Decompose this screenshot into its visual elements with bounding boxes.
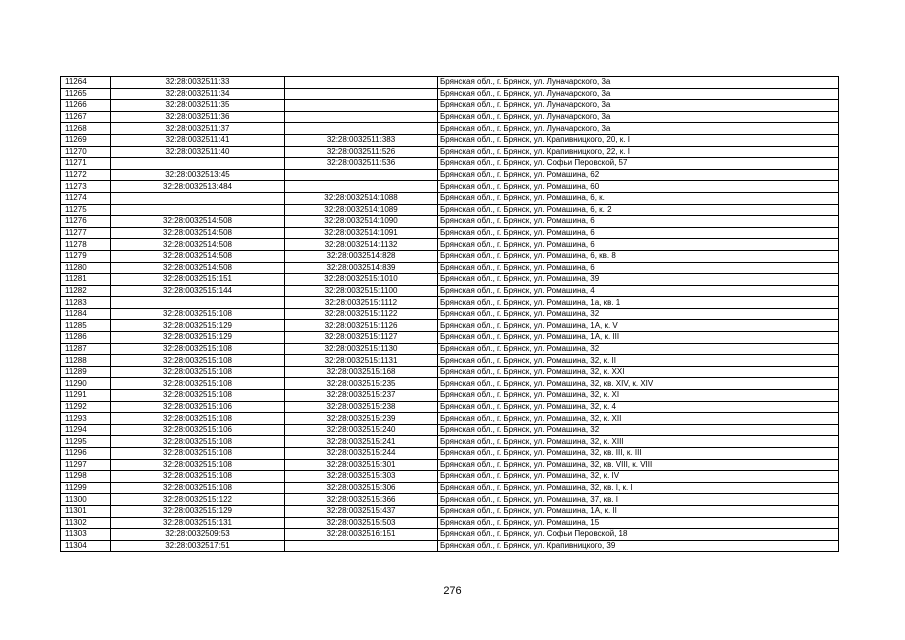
land-cadastral-number-cell: 32:28:0032511:37 <box>111 123 285 135</box>
building-cadastral-number-cell: 32:28:0032515:437 <box>285 505 438 517</box>
address-cell: Брянская обл., г. Брянск, ул. Ромашина, 6, к. <box>438 192 839 204</box>
building-cadastral-number-cell: 32:28:0032515:503 <box>285 517 438 529</box>
row-number-cell: 11289 <box>61 366 111 378</box>
row-number-cell: 11280 <box>61 262 111 274</box>
table-row <box>61 436 839 448</box>
address-cell: Брянская обл., г. Брянск, ул. Ромашина, 39 <box>438 274 839 286</box>
address-cell: Брянская обл., г. Брянск, ул. Ромашина, 6 <box>438 227 839 239</box>
land-cadastral-number-cell: 32:28:0032515:108 <box>111 343 285 355</box>
address-cell: Брянская обл., г. Брянск, ул. Ромашина, 6 <box>438 216 839 228</box>
building-cadastral-number-cell <box>285 181 438 193</box>
table-row <box>61 216 839 228</box>
building-cadastral-number-cell: 32:28:0032515:1130 <box>285 343 438 355</box>
table-row <box>61 239 839 251</box>
address-cell: Брянская обл., г. Брянск, ул. Ромашина, 1А, к. II <box>438 505 839 517</box>
address-cell: Брянская обл., г. Брянск, ул. Ромашина, 32, кв. VIII, к. VIII <box>438 459 839 471</box>
table-row <box>61 308 839 320</box>
table-row <box>61 401 839 413</box>
building-cadastral-number-cell: 32:28:0032515:237 <box>285 390 438 402</box>
land-cadastral-number-cell: 32:28:0032517:51 <box>111 540 285 552</box>
table-row <box>61 181 839 193</box>
address-cell: Брянская обл., г. Брянск, ул. Ромашина, 15 <box>438 517 839 529</box>
land-cadastral-number-cell <box>111 204 285 216</box>
address-cell: Брянская обл., г. Брянск, ул. Ромашина, 1А, к. III <box>438 332 839 344</box>
address-cell: Брянская обл., г. Брянск, ул. Луначарского, 3а <box>438 111 839 123</box>
table-row <box>61 366 839 378</box>
building-cadastral-number-cell: 32:28:0032514:1089 <box>285 204 438 216</box>
table-body <box>61 77 839 552</box>
land-cadastral-number-cell: 32:28:0032515:129 <box>111 320 285 332</box>
land-cadastral-number-cell <box>111 297 285 309</box>
land-cadastral-number-cell: 32:28:0032514:508 <box>111 250 285 262</box>
address-cell: Брянская обл., г. Брянск, ул. Ромашина, 32, кв. III, к. III <box>438 448 839 460</box>
table-row <box>61 482 839 494</box>
building-cadastral-number-cell: 32:28:0032515:168 <box>285 366 438 378</box>
building-cadastral-number-cell: 32:28:0032515:240 <box>285 424 438 436</box>
land-cadastral-number-cell <box>111 192 285 204</box>
building-cadastral-number-cell: 32:28:0032514:1090 <box>285 216 438 228</box>
row-number-cell: 11285 <box>61 320 111 332</box>
row-number-cell: 11273 <box>61 181 111 193</box>
row-number-cell: 11272 <box>61 169 111 181</box>
address-cell: Брянская обл., г. Брянск, ул. Ромашина, 37, кв. I <box>438 494 839 506</box>
building-cadastral-number-cell: 32:28:0032516:151 <box>285 529 438 541</box>
table-row <box>61 77 839 89</box>
table-row <box>61 146 839 158</box>
row-number-cell: 11288 <box>61 355 111 367</box>
row-number-cell: 11304 <box>61 540 111 552</box>
row-number-cell: 11270 <box>61 146 111 158</box>
table-row <box>61 517 839 529</box>
building-cadastral-number-cell: 32:28:0032515:366 <box>285 494 438 506</box>
building-cadastral-number-cell: 32:28:0032515:1010 <box>285 274 438 286</box>
land-cadastral-number-cell: 32:28:0032515:108 <box>111 482 285 494</box>
address-cell: Брянская обл., г. Брянск, ул. Ромашина, 32, к. XI <box>438 390 839 402</box>
row-number-cell: 11301 <box>61 505 111 517</box>
address-cell: Брянская обл., г. Брянск, ул. Ромашина, 32, кв. XIV, к. XIV <box>438 378 839 390</box>
building-cadastral-number-cell: 32:28:0032515:301 <box>285 459 438 471</box>
row-number-cell: 11278 <box>61 239 111 251</box>
land-cadastral-number-cell: 32:28:0032515:129 <box>111 332 285 344</box>
building-cadastral-number-cell: 32:28:0032515:244 <box>285 448 438 460</box>
land-cadastral-number-cell: 32:28:0032514:508 <box>111 216 285 228</box>
address-cell: Брянская обл., г. Брянск, ул. Луначарского, 3а <box>438 77 839 89</box>
building-cadastral-number-cell: 32:28:0032515:1126 <box>285 320 438 332</box>
table-row <box>61 88 839 100</box>
address-cell: Брянская обл., г. Брянск, ул. Крапивницкого, 22, к. I <box>438 146 839 158</box>
table-row <box>61 540 839 552</box>
table-row <box>61 250 839 262</box>
row-number-cell: 11296 <box>61 448 111 460</box>
table-row <box>61 413 839 425</box>
row-number-cell: 11266 <box>61 100 111 112</box>
building-cadastral-number-cell: 32:28:0032515:303 <box>285 471 438 483</box>
row-number-cell: 11298 <box>61 471 111 483</box>
building-cadastral-number-cell: 32:28:0032514:1132 <box>285 239 438 251</box>
building-cadastral-number-cell: 32:28:0032515:306 <box>285 482 438 494</box>
row-number-cell: 11300 <box>61 494 111 506</box>
table-row <box>61 320 839 332</box>
row-number-cell: 11277 <box>61 227 111 239</box>
address-cell: Брянская обл., г. Брянск, ул. Ромашина, 32, к. XXI <box>438 366 839 378</box>
building-cadastral-number-cell: 32:28:0032514:839 <box>285 262 438 274</box>
land-cadastral-number-cell: 32:28:0032509:53 <box>111 529 285 541</box>
address-cell: Брянская обл., г. Брянск, ул. Ромашина, 6 <box>438 239 839 251</box>
table-row <box>61 332 839 344</box>
land-cadastral-number-cell: 32:28:0032515:108 <box>111 448 285 460</box>
land-cadastral-number-cell: 32:28:0032515:129 <box>111 505 285 517</box>
building-cadastral-number-cell: 32:28:0032515:241 <box>285 436 438 448</box>
building-cadastral-number-cell <box>285 123 438 135</box>
building-cadastral-number-cell <box>285 169 438 181</box>
table-row <box>61 274 839 286</box>
table-row <box>61 134 839 146</box>
address-cell: Брянская обл., г. Брянск, ул. Ромашина, 32, к. 4 <box>438 401 839 413</box>
table-row <box>61 158 839 170</box>
address-cell: Брянская обл., г. Брянск, ул. Ромашина, 4 <box>438 285 839 297</box>
building-cadastral-number-cell <box>285 111 438 123</box>
building-cadastral-number-cell: 32:28:0032515:1122 <box>285 308 438 320</box>
land-cadastral-number-cell: 32:28:0032515:108 <box>111 366 285 378</box>
table-row <box>61 505 839 517</box>
page-number: 276 <box>443 585 462 597</box>
table-row <box>61 448 839 460</box>
land-cadastral-number-cell: 32:28:0032511:34 <box>111 88 285 100</box>
table-row <box>61 192 839 204</box>
address-cell: Брянская обл., г. Брянск, ул. Ромашина, 1а, кв. 1 <box>438 297 839 309</box>
building-cadastral-number-cell: 32:28:0032514:1088 <box>285 192 438 204</box>
building-cadastral-number-cell: 32:28:0032514:1091 <box>285 227 438 239</box>
land-cadastral-number-cell: 32:28:0032515:108 <box>111 413 285 425</box>
land-cadastral-number-cell: 32:28:0032515:131 <box>111 517 285 529</box>
row-number-cell: 11264 <box>61 77 111 89</box>
land-cadastral-number-cell: 32:28:0032511:40 <box>111 146 285 158</box>
table-row <box>61 111 839 123</box>
table-row <box>61 100 839 112</box>
building-cadastral-number-cell: 32:28:0032515:1131 <box>285 355 438 367</box>
address-cell: Брянская обл., г. Брянск, ул. Ромашина, 1А, к. V <box>438 320 839 332</box>
building-cadastral-number-cell: 32:28:0032511:526 <box>285 146 438 158</box>
address-cell: Брянская обл., г. Брянск, ул. Ромашина, 6, кв. 8 <box>438 250 839 262</box>
row-number-cell: 11287 <box>61 343 111 355</box>
table-row <box>61 471 839 483</box>
table-row <box>61 378 839 390</box>
row-number-cell: 11286 <box>61 332 111 344</box>
row-number-cell: 11271 <box>61 158 111 170</box>
address-cell: Брянская обл., г. Брянск, ул. Ромашина, 60 <box>438 181 839 193</box>
property-register-table <box>60 76 839 552</box>
row-number-cell: 11295 <box>61 436 111 448</box>
building-cadastral-number-cell: 32:28:0032511:536 <box>285 158 438 170</box>
row-number-cell: 11293 <box>61 413 111 425</box>
address-cell: Брянская обл., г. Брянск, ул. Ромашина, 32, к. XII <box>438 413 839 425</box>
address-cell: Брянская обл., г. Брянск, ул. Ромашина, 62 <box>438 169 839 181</box>
row-number-cell: 11282 <box>61 285 111 297</box>
table-row <box>61 262 839 274</box>
address-cell: Брянская обл., г. Брянск, ул. Софьи Перовской, 18 <box>438 529 839 541</box>
land-cadastral-number-cell: 32:28:0032511:35 <box>111 100 285 112</box>
row-number-cell: 11279 <box>61 250 111 262</box>
land-cadastral-number-cell: 32:28:0032511:36 <box>111 111 285 123</box>
building-cadastral-number-cell: 32:28:0032515:235 <box>285 378 438 390</box>
address-cell: Брянская обл., г. Брянск, ул. Луначарского, 3а <box>438 123 839 135</box>
address-cell: Брянская обл., г. Брянск, ул. Крапивницкого, 20, к. I <box>438 134 839 146</box>
land-cadastral-number-cell: 32:28:0032514:508 <box>111 227 285 239</box>
table-row <box>61 494 839 506</box>
land-cadastral-number-cell: 32:28:0032515:108 <box>111 378 285 390</box>
land-cadastral-number-cell: 32:28:0032513:484 <box>111 181 285 193</box>
land-cadastral-number-cell: 32:28:0032515:108 <box>111 436 285 448</box>
row-number-cell: 11274 <box>61 192 111 204</box>
table-row <box>61 285 839 297</box>
land-cadastral-number-cell: 32:28:0032515:108 <box>111 308 285 320</box>
address-cell: Брянская обл., г. Брянск, ул. Ромашина, 32, к. IV <box>438 471 839 483</box>
table-row <box>61 227 839 239</box>
row-number-cell: 11281 <box>61 274 111 286</box>
building-cadastral-number-cell <box>285 88 438 100</box>
address-cell: Брянская обл., г. Брянск, ул. Ромашина, 32 <box>438 424 839 436</box>
row-number-cell: 11297 <box>61 459 111 471</box>
address-cell: Брянская обл., г. Брянск, ул. Ромашина, 6, к. 2 <box>438 204 839 216</box>
land-cadastral-number-cell: 32:28:0032514:508 <box>111 239 285 251</box>
land-cadastral-number-cell: 32:28:0032515:151 <box>111 274 285 286</box>
address-cell: Брянская обл., г. Брянск, ул. Крапивницкого, 39 <box>438 540 839 552</box>
row-number-cell: 11284 <box>61 308 111 320</box>
row-number-cell: 11267 <box>61 111 111 123</box>
address-cell: Брянская обл., г. Брянск, ул. Ромашина, 32, кв. I, к. I <box>438 482 839 494</box>
row-number-cell: 11268 <box>61 123 111 135</box>
land-cadastral-number-cell: 32:28:0032514:508 <box>111 262 285 274</box>
building-cadastral-number-cell <box>285 77 438 89</box>
table-row <box>61 204 839 216</box>
table-row <box>61 169 839 181</box>
table-row <box>61 390 839 402</box>
table-row <box>61 297 839 309</box>
land-cadastral-number-cell: 32:28:0032515:108 <box>111 355 285 367</box>
row-number-cell: 11283 <box>61 297 111 309</box>
row-number-cell: 11269 <box>61 134 111 146</box>
table-row <box>61 343 839 355</box>
table-row <box>61 529 839 541</box>
row-number-cell: 11275 <box>61 204 111 216</box>
address-cell: Брянская обл., г. Брянск, ул. Ромашина, 32 <box>438 308 839 320</box>
row-number-cell: 11303 <box>61 529 111 541</box>
land-cadastral-number-cell: 32:28:0032515:106 <box>111 401 285 413</box>
address-cell: Брянская обл., г. Брянск, ул. Софьи Перовской, 57 <box>438 158 839 170</box>
land-cadastral-number-cell: 32:28:0032515:108 <box>111 390 285 402</box>
table-row <box>61 459 839 471</box>
row-number-cell: 11302 <box>61 517 111 529</box>
building-cadastral-number-cell: 32:28:0032515:1127 <box>285 332 438 344</box>
building-cadastral-number-cell: 32:28:0032515:1112 <box>285 297 438 309</box>
land-cadastral-number-cell: 32:28:0032515:106 <box>111 424 285 436</box>
address-cell: Брянская обл., г. Брянск, ул. Ромашина, 32, к. II <box>438 355 839 367</box>
address-cell: Брянская обл., г. Брянск, ул. Ромашина, 32, к. XIII <box>438 436 839 448</box>
row-number-cell: 11299 <box>61 482 111 494</box>
building-cadastral-number-cell: 32:28:0032515:239 <box>285 413 438 425</box>
table-row <box>61 355 839 367</box>
land-cadastral-number-cell: 32:28:0032515:108 <box>111 459 285 471</box>
building-cadastral-number-cell: 32:28:0032514:828 <box>285 250 438 262</box>
address-cell: Брянская обл., г. Брянск, ул. Луначарского, 3а <box>438 100 839 112</box>
address-cell: Брянская обл., г. Брянск, ул. Ромашина, 32 <box>438 343 839 355</box>
land-cadastral-number-cell: 32:28:0032511:33 <box>111 77 285 89</box>
land-cadastral-number-cell: 32:28:0032511:41 <box>111 134 285 146</box>
row-number-cell: 11294 <box>61 424 111 436</box>
land-cadastral-number-cell: 32:28:0032515:144 <box>111 285 285 297</box>
land-cadastral-number-cell: 32:28:0032515:108 <box>111 471 285 483</box>
building-cadastral-number-cell: 32:28:0032515:1100 <box>285 285 438 297</box>
address-cell: Брянская обл., г. Брянск, ул. Ромашина, 6 <box>438 262 839 274</box>
table-row <box>61 424 839 436</box>
building-cadastral-number-cell: 32:28:0032511:383 <box>285 134 438 146</box>
row-number-cell: 11265 <box>61 88 111 100</box>
building-cadastral-number-cell: 32:28:0032515:238 <box>285 401 438 413</box>
address-cell: Брянская обл., г. Брянск, ул. Луначарского, 3а <box>438 88 839 100</box>
land-cadastral-number-cell: 32:28:0032515:122 <box>111 494 285 506</box>
table-row <box>61 123 839 135</box>
land-cadastral-number-cell <box>111 158 285 170</box>
row-number-cell: 11290 <box>61 378 111 390</box>
building-cadastral-number-cell <box>285 100 438 112</box>
land-cadastral-number-cell: 32:28:0032513:45 <box>111 169 285 181</box>
building-cadastral-number-cell <box>285 540 438 552</box>
row-number-cell: 11276 <box>61 216 111 228</box>
row-number-cell: 11291 <box>61 390 111 402</box>
row-number-cell: 11292 <box>61 401 111 413</box>
